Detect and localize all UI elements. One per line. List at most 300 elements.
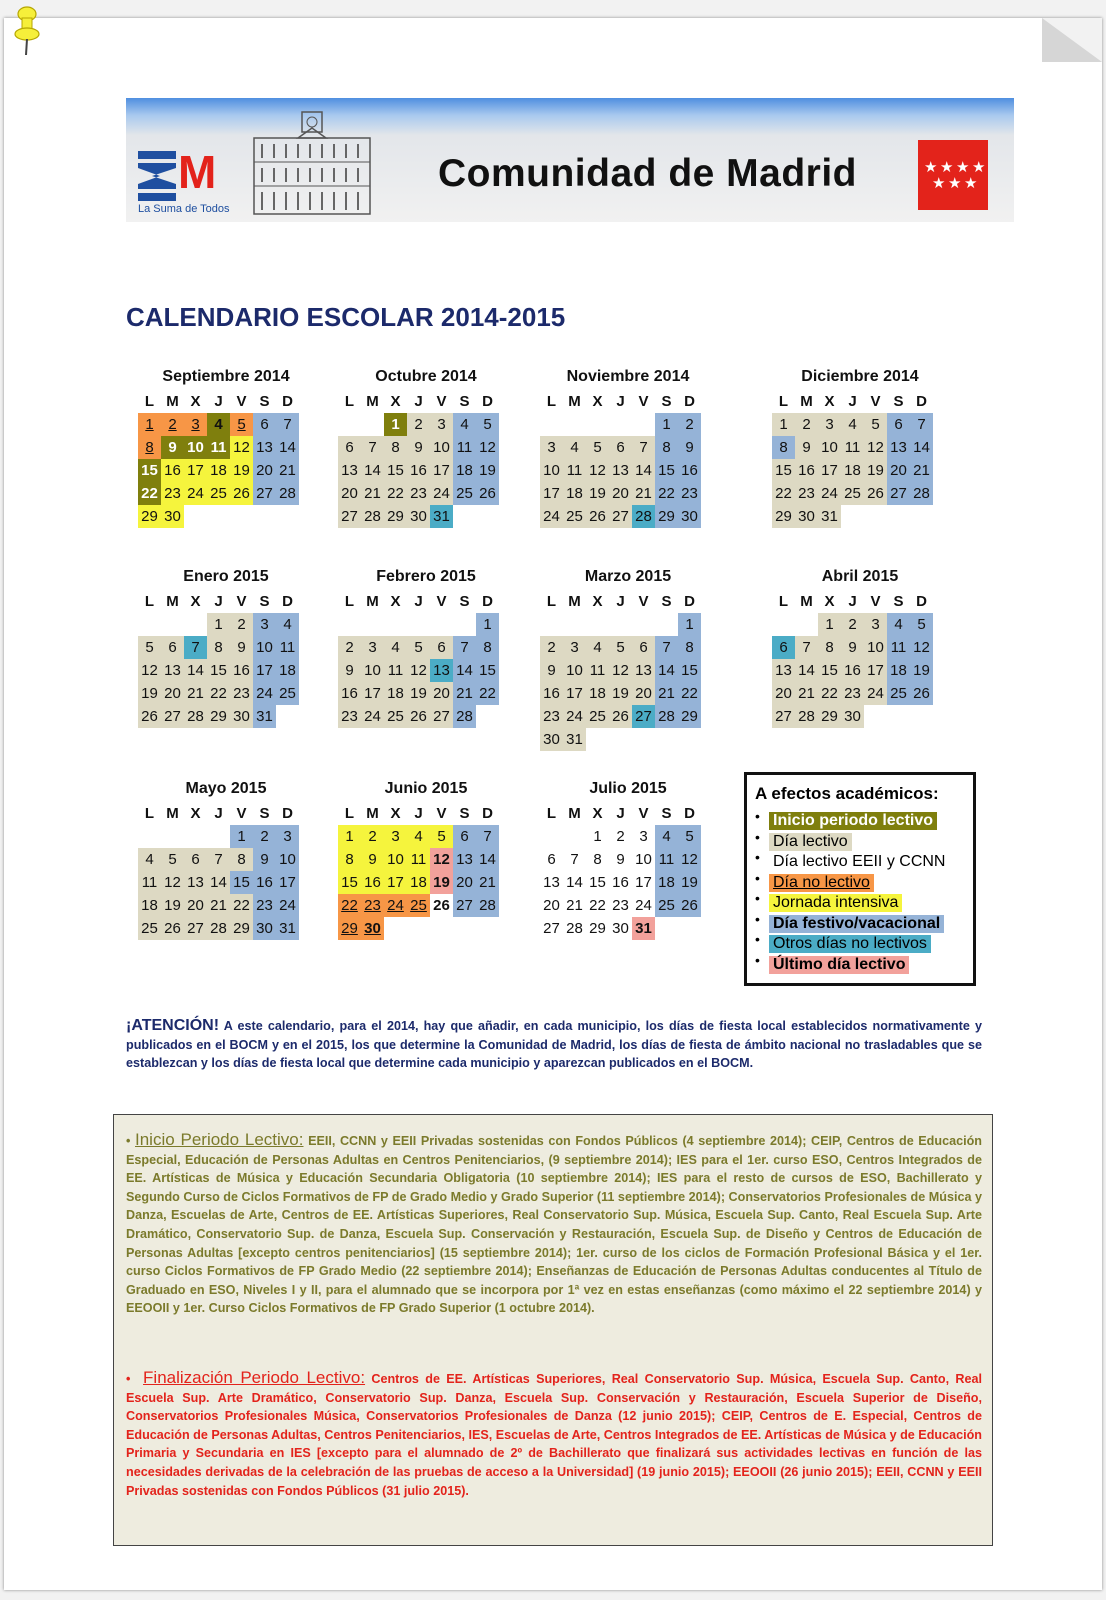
calendar-day: 3	[639, 828, 648, 845]
calendar-day: 6	[609, 436, 632, 459]
legend-label: Último día lectivo	[769, 956, 909, 974]
calendar-day: 3	[276, 825, 299, 848]
calendar-day: 11	[586, 659, 609, 682]
calendar-day: 17	[563, 682, 586, 705]
calendar-day: 7	[184, 636, 207, 659]
weekday-header: V	[436, 805, 447, 822]
month-title: Julio 2015	[589, 780, 667, 797]
calendar-day: 24	[540, 505, 563, 528]
calendar-day: 23	[338, 705, 361, 728]
weekday-header: D	[282, 593, 293, 610]
calendar-day: 20	[161, 682, 184, 705]
weekday-header: D	[482, 805, 493, 822]
calendar-day: 13	[543, 874, 560, 891]
weekday-header: S	[661, 805, 672, 822]
weekday-header: M	[366, 593, 379, 610]
weekday-header: D	[282, 805, 293, 822]
calendar-day: 17	[864, 659, 887, 682]
calendar-day: 24	[635, 897, 652, 914]
weekday-header: S	[259, 593, 270, 610]
weekday-header: X	[390, 593, 401, 610]
calendar-day: 29	[818, 705, 841, 728]
calendar-day: 8	[207, 636, 230, 659]
weekday-header: S	[459, 393, 470, 410]
legend-item: • Día lectivo	[755, 831, 973, 852]
empty-cell	[361, 613, 384, 636]
calendar-day: 18	[407, 871, 430, 894]
calendar-day: 8	[384, 436, 407, 459]
calendar-day: 11	[138, 871, 161, 894]
calendar-day: 2	[407, 413, 430, 436]
month-title: Septiembre 2014	[162, 368, 290, 385]
calendar-day: 26	[609, 705, 632, 728]
calendar-day: 16	[161, 459, 184, 482]
month-day-grid	[138, 590, 308, 728]
calendar-day: 13	[430, 659, 453, 682]
legend-label: Día lectivo EEII y CCNN	[773, 853, 946, 870]
calendar-day: 14	[632, 459, 655, 482]
calendar-day: 3	[563, 636, 586, 659]
calendar-day: 2	[540, 636, 563, 659]
weekday-header: D	[684, 393, 695, 410]
weekday-header: S	[661, 393, 672, 410]
calendar-day: 29	[589, 920, 606, 937]
calendar-day: 27	[338, 505, 361, 528]
calendar-day: 25	[407, 894, 430, 917]
calendar-day: 15	[476, 659, 499, 682]
calendar-day: 11	[384, 659, 407, 682]
calendar-day: 18	[563, 482, 586, 505]
calendar-day: 3	[818, 413, 841, 436]
calendar-day: 30	[253, 917, 276, 940]
month-day-grid	[338, 802, 508, 940]
calendar-day: 21	[655, 682, 678, 705]
calendar-day: 15	[678, 659, 701, 682]
legend-item: • Día lectivo EEII y CCNN	[755, 851, 973, 872]
calendar-day: 30	[230, 705, 253, 728]
calendar-day: 23	[407, 482, 430, 505]
month-calendar	[772, 568, 942, 728]
calendar-day: 6	[430, 636, 453, 659]
calendar-day: 3	[864, 613, 887, 636]
calendar-day: 2	[678, 413, 701, 436]
calendar-day: 26	[161, 917, 184, 940]
weekday-header: L	[778, 393, 789, 410]
calendar-day: 4	[276, 613, 299, 636]
calendar-day: 1	[338, 825, 361, 848]
weekday-header: J	[616, 805, 625, 822]
empty-cell	[184, 825, 207, 848]
weekday-header: X	[390, 805, 401, 822]
attention-note	[126, 1017, 982, 1073]
calendar-day: 4	[841, 413, 864, 436]
inicio-title: Inicio Periodo Lectivo:	[135, 1130, 304, 1149]
calendar-day: 28	[453, 705, 476, 728]
calendar-day: 28	[361, 505, 384, 528]
calendar-day: 11	[453, 436, 476, 459]
calendar-day: 30	[540, 728, 563, 751]
calendar-day: 6	[632, 636, 655, 659]
calendar-day: 4	[207, 413, 230, 436]
month-title: Marzo 2015	[584, 568, 672, 585]
legend-label: Inicio periodo lectivo	[769, 812, 937, 830]
calendar-day: 18	[586, 682, 609, 705]
calendar-day: 5	[910, 613, 933, 636]
inicio-text: EEII, CCNN y EEII Privadas sostenidas con Fondos Públicos (4 septiembre 2014); CEIP, Centros de Educación Especial, Educación de Personas Adultas en Centros Penitenciarios, (9 septiembre 2014); IES para el 1er. curso ESO, Centros Integrados de EE. Artísticas de Música y Educación Secundaria Obligatoria (10 septiembre 2014); IES para el resto de cursos de ESO, Bachillerato y Segundo Curso de Ciclos Formativos de FP de Grado Medio y Grado Superior (11 septiembre 2014); Conservatorios Profesionales de Música y Danza, Escuelas de Arte, Centros de EE. Artísticas Superiores, Real Conservatorio Sup. Música, Escuela Sup. Canto, Real Escuela Sup. Arte Dramático, Conservatorio Sup. de Danza, Escuela Sup. Conservación y Restauración, Escuela Sup. de Diseño y Centros de Educación de Personas Adultas [excepto centros penitenciarios] (15 septiembre 2014); 1er. curso de los ciclos de Formación Profesional Básica y el 1er. curso Ciclos Formativos de FP Grado Medio (22 septiembre 2014); Enseñanzas de Educación de Personas Adultas conducentes al Título de Graduado en ESO, Niveles I y II, para el alumnado que se incorpora por 1ª vez en estas enseñanzas (como máximo el 22 septiembre 2014) y EEOOII y 1er. Curso Ciclos Formativos de FP Grado Superior (1 octubre 2014).	[126, 1134, 982, 1316]
calendar-day: 10	[818, 436, 841, 459]
calendar-day: 29	[384, 505, 407, 528]
calendar-day: 8	[230, 848, 253, 871]
calendar-day: 29	[207, 705, 230, 728]
calendar-day: 19	[407, 682, 430, 705]
calendar-day: 2	[841, 613, 864, 636]
calendar-day: 30	[795, 505, 818, 528]
calendar-day: 12	[430, 848, 453, 871]
calendar-day: 21	[910, 459, 933, 482]
calendar-day: 13	[609, 459, 632, 482]
calendar-day: 28	[184, 705, 207, 728]
weekday-header: L	[546, 393, 557, 410]
calendar-day: 27	[887, 482, 910, 505]
weekday-header: D	[282, 393, 293, 410]
calendar-day: 15	[338, 871, 361, 894]
calendar-day: 13	[632, 659, 655, 682]
calendar-day: 27	[772, 705, 795, 728]
weekday-header: V	[638, 805, 649, 822]
calendar-day: 9	[407, 436, 430, 459]
empty-cell	[540, 613, 563, 636]
calendar-day: 19	[161, 894, 184, 917]
calendar-day: 18	[384, 682, 407, 705]
weekday-header: S	[259, 805, 270, 822]
weekday-header: D	[482, 393, 493, 410]
calendar-day: 1	[476, 613, 499, 636]
calendar-day: 16	[612, 874, 629, 891]
calendar-day: 9	[161, 436, 184, 459]
calendar-day: 17	[276, 871, 299, 894]
calendar-day: 7	[910, 413, 933, 436]
weekday-header: M	[366, 393, 379, 410]
calendar-day: 14	[184, 659, 207, 682]
calendar-day: 4	[453, 413, 476, 436]
calendar-day: 23	[161, 482, 184, 505]
calendar-day: 28	[910, 482, 933, 505]
calendar-day: 7	[207, 848, 230, 871]
calendar-day: 22	[207, 682, 230, 705]
calendar-day: 21	[207, 894, 230, 917]
calendar-day: 13	[772, 659, 795, 682]
calendar-day: 8	[655, 436, 678, 459]
calendar-day: 2	[795, 413, 818, 436]
calendar-day: 23	[253, 894, 276, 917]
calendar-day: 6	[772, 636, 795, 659]
calendar-day: 27	[632, 705, 655, 728]
weekday-header: S	[459, 593, 470, 610]
calendar-day: 15	[384, 459, 407, 482]
svg-text:★: ★	[956, 158, 970, 176]
calendar-day: 3	[253, 613, 276, 636]
empty-cell	[609, 613, 632, 636]
weekday-header: S	[459, 805, 470, 822]
calendar-day: 27	[430, 705, 453, 728]
calendar-day: 7	[476, 825, 499, 848]
calendar-day: 17	[361, 682, 384, 705]
calendar-day: 18	[453, 459, 476, 482]
empty-cell	[361, 413, 384, 436]
calendar-day: 26	[586, 505, 609, 528]
calendar-day: 4	[138, 848, 161, 871]
month-calendar	[338, 568, 508, 728]
weekday-header: J	[616, 393, 625, 410]
calendar-day: 22	[772, 482, 795, 505]
calendar-day: 26	[433, 897, 450, 914]
calendar-day: 11	[655, 848, 678, 871]
calendar-day: 16	[253, 871, 276, 894]
calendar-day: 4	[384, 636, 407, 659]
calendar-day: 26	[476, 482, 499, 505]
weekday-header: V	[236, 805, 247, 822]
calendar-day: 20	[772, 682, 795, 705]
weekday-header: S	[259, 393, 270, 410]
empty-cell	[540, 825, 563, 848]
month-title: Junio 2015	[384, 780, 468, 797]
calendar-day: 26	[910, 682, 933, 705]
calendar-day: 7	[276, 413, 299, 436]
empty-cell	[207, 825, 230, 848]
weekday-header: J	[616, 593, 625, 610]
calendar-day: 26	[678, 894, 701, 917]
calendar-day: 16	[338, 682, 361, 705]
calendar-day: 3	[540, 436, 563, 459]
calendar-day: 25	[276, 682, 299, 705]
calendar-day: 18	[276, 659, 299, 682]
month-day-grid	[338, 590, 508, 728]
month-day-grid	[138, 802, 308, 940]
calendar-day: 29	[678, 705, 701, 728]
calendar-day: 26	[407, 705, 430, 728]
calendar-day: 17	[384, 871, 407, 894]
madrid-flag-icon	[918, 140, 988, 210]
empty-cell	[563, 613, 586, 636]
weekday-header: M	[166, 805, 179, 822]
calendar-day: 5	[230, 413, 253, 436]
fin-text: Centros de EE. Artísticas Superiores, Real Conservatorio Sup. Música, Escuela Sup. Canto, Real Escuela Sup. Arte Dramático, Conservatorio Sup. Danza, Escuela Sup. Conservación y Restauración, Escuela Superior de Diseño, Conservatorios Profesionales Música, Conservatorios Profesionales de Danza (12 junio 2015); CEIP, Centros de E. Especial, Centros de Educación de Personas Adultas, Centros Penitenciarios, IES, Escuelas de Arte, Centros Integrados de EE. Artísticas de Música y de Educación Primaria y Secundaria en IES [excepto para el alumnado de 2º de Bachillerato que finalizará sus actividades lectivas en función de las necesidades derivadas de la celebración de las pruebas de acceso a la Universidad] (19 junio 2015); EEOOII (26 junio 2015); EEII, CCNN y EEII Privadas sostenidas con Fondos Públicos (31 julio 2015).	[126, 1372, 982, 1498]
legend-label: Día festivo/vacacional	[769, 915, 944, 933]
calendar-day: 28	[207, 917, 230, 940]
calendar-day: 24	[818, 482, 841, 505]
calendar-day: 11	[276, 636, 299, 659]
month-day-grid	[540, 390, 710, 528]
calendar-day: 8	[138, 436, 161, 459]
weekday-header: L	[144, 393, 155, 410]
calendar-day: 1	[207, 613, 230, 636]
calendar-day: 27	[453, 894, 476, 917]
calendar-day: 22	[230, 894, 253, 917]
calendar-day: 20	[632, 682, 655, 705]
calendar-day: 30	[841, 705, 864, 728]
calendar-day: 13	[338, 459, 361, 482]
calendar-day: 4	[563, 436, 586, 459]
calendar-day: 3	[384, 825, 407, 848]
month-title: Mayo 2015	[185, 780, 267, 797]
calendar-day: 1	[230, 825, 253, 848]
empty-cell	[563, 825, 586, 848]
calendar-day: 6	[338, 436, 361, 459]
calendar-day: 19	[678, 871, 701, 894]
calendar-day: 19	[609, 682, 632, 705]
calendar-day: 22	[678, 682, 701, 705]
calendar-day: 18	[841, 459, 864, 482]
svg-text:★: ★	[924, 158, 938, 176]
weekday-header: L	[144, 593, 155, 610]
month-day-grid	[772, 590, 942, 728]
calendar-day: 24	[253, 682, 276, 705]
calendar-day: 28	[795, 705, 818, 728]
calendar-day: 10	[253, 636, 276, 659]
calendar-day: 4	[887, 613, 910, 636]
calendar-day: 5	[476, 413, 499, 436]
calendar-day: 8	[678, 636, 701, 659]
calendar-day: 30	[161, 505, 184, 528]
calendar-day: 31	[276, 917, 299, 940]
calendar-day: 20	[184, 894, 207, 917]
month-day-grid	[540, 802, 710, 940]
weekday-header: L	[778, 593, 789, 610]
calendar-day: 19	[476, 459, 499, 482]
empty-cell	[161, 825, 184, 848]
calendar-day: 20	[430, 682, 453, 705]
calendar-day: 28	[632, 505, 655, 528]
empty-cell	[586, 413, 609, 436]
calendar-day: 10	[361, 659, 384, 682]
calendar-day: 3	[430, 413, 453, 436]
weekday-header: D	[916, 593, 927, 610]
weekday-header: S	[893, 393, 904, 410]
calendar-day: 10	[635, 851, 652, 868]
calendar-day: 21	[632, 482, 655, 505]
calendar-day: 4	[655, 825, 678, 848]
svg-text:★: ★	[932, 174, 946, 192]
legend-label: Día no lectivo	[769, 874, 874, 892]
weekday-header: M	[366, 805, 379, 822]
legend	[744, 772, 976, 986]
calendar-day: 11	[207, 436, 230, 459]
calendar-day: 21	[476, 871, 499, 894]
page-curl	[1042, 18, 1102, 62]
calendar-day: 7	[795, 636, 818, 659]
calendar-day: 22	[655, 482, 678, 505]
calendar-day: 28	[566, 920, 583, 937]
calendar-day: 12	[161, 871, 184, 894]
calendar-day: 16	[361, 871, 384, 894]
weekday-header: X	[592, 393, 603, 410]
calendar-day: 14	[655, 659, 678, 682]
svg-text:★: ★	[948, 174, 962, 192]
calendar-day: 28	[655, 705, 678, 728]
calendar-day: 2	[361, 825, 384, 848]
calendar-day: 25	[384, 705, 407, 728]
weekday-header: X	[824, 593, 835, 610]
month-title: Noviembre 2014	[566, 368, 690, 385]
calendar-day: 29	[138, 505, 161, 528]
calendar-day: 10	[563, 659, 586, 682]
svg-text:★: ★	[972, 158, 986, 176]
calendar-day: 16	[540, 682, 563, 705]
calendar-day: 14	[361, 459, 384, 482]
calendar-day: 17	[540, 482, 563, 505]
empty-cell	[430, 613, 453, 636]
calendar-day: 25	[563, 505, 586, 528]
empty-cell	[138, 613, 161, 636]
calendar-day: 30	[407, 505, 430, 528]
month-day-grid	[540, 590, 710, 751]
month-calendar	[338, 780, 508, 940]
legend-label: Jornada intensiva	[769, 894, 902, 912]
logo-stripes-icon	[138, 151, 176, 201]
calendar-day: 1	[678, 613, 701, 636]
calendar-day: 29	[772, 505, 795, 528]
calendar-day: 23	[361, 894, 384, 917]
logo-tagline: La Suma de Todos	[138, 203, 230, 215]
weekday-header: J	[214, 805, 223, 822]
calendar-day: 7	[632, 436, 655, 459]
calendar-day: 22	[476, 682, 499, 705]
calendar-day: 2	[230, 613, 253, 636]
calendar-day: 19	[864, 459, 887, 482]
calendar-day: 14	[453, 659, 476, 682]
comunidad-logo	[138, 146, 242, 217]
empty-cell	[184, 613, 207, 636]
calendar-day: 11	[887, 636, 910, 659]
empty-cell	[795, 613, 818, 636]
empty-cell	[161, 613, 184, 636]
calendar-day: 14	[476, 848, 499, 871]
empty-cell	[632, 613, 655, 636]
calendar-day: 24	[430, 482, 453, 505]
calendar-day: 29	[655, 505, 678, 528]
calendar-day: 3	[361, 636, 384, 659]
empty-cell	[772, 613, 795, 636]
calendar-day: 9	[361, 848, 384, 871]
legend-item: • Día festivo/vacacional	[755, 913, 973, 934]
calendar-day: 4	[586, 636, 609, 659]
month-calendar	[772, 368, 942, 528]
calendar-day: 7	[655, 636, 678, 659]
weekday-header: L	[344, 593, 355, 610]
calendar-day: 10	[430, 436, 453, 459]
calendar-day: 12	[678, 848, 701, 871]
calendar-day: 17	[184, 459, 207, 482]
calendar-day: 25	[586, 705, 609, 728]
legend-title: A efectos académicos:	[755, 784, 939, 803]
weekday-header: J	[214, 593, 223, 610]
weekday-header: J	[414, 593, 423, 610]
calendar-day: 7	[570, 851, 579, 868]
weekday-header: D	[482, 593, 493, 610]
calendar-day: 24	[276, 894, 299, 917]
weekday-header: V	[870, 593, 881, 610]
calendar-day: 9	[795, 436, 818, 459]
weekday-header: L	[344, 393, 355, 410]
inicio-note: • Inicio Periodo Lectivo: EEII, CCNN y EEII Privadas sostenidas con Fondos Públicos (4 septiembre 2014); CEIP, Centros de Educación Especial, Educación de Personas Adultas en Centros Penitenciarios, (9 septiembre 2014); IES para el 1er. curso ESO, Centros Integrados de EE. Artísticas de Música y Educación Secundaria Obligatoria (10 septiembre 2014); IES para el resto de cursos de ESO, Bachillerato y Segundo Curso de Ciclos Formativos de FP de Grado Medio y Grado Superior (11 septiembre 2014); Conservatorios Profesionales de Música y Danza, Escuelas de Arte, Centros de EE. Artísticas Superiores, Real Conservatorio Sup. Música, Escuela Sup. Canto, Real Escuela Sup. Arte Dramático, Conservatorio Sup. de Danza, Escuela Sup. Conservación y Restauración, Escuela Sup. de Diseño y Centros de Educación de Personas Adultas [excepto centros penitenciarios] (15 septiembre 2014); 1er. curso de los ciclos de Formación Profesional Básica y el 1er. curso Ciclos Formativos de FP Grado Medio (22 septiembre 2014); Enseñanzas de Educación de Personas Adultas conducentes al Título de Graduado en ESO, Niveles I y II, para el alumnado que se incorpora por 1ª vez en estas enseñanzas (como máximo el 22 septiembre 2014) y EEOOII y 1er. Curso Ciclos Formativos de FP Grado Superior (1 octubre 2014).	[126, 1130, 982, 1316]
calendar-day: 9	[678, 436, 701, 459]
legend-item: • Inicio periodo lectivo	[755, 810, 973, 831]
calendar-day: 17	[253, 659, 276, 682]
weekday-header: X	[390, 393, 401, 410]
calendar-day: 9	[253, 848, 276, 871]
calendar-day: 20	[887, 459, 910, 482]
legend-label: Otros días no lectivos	[769, 935, 931, 953]
